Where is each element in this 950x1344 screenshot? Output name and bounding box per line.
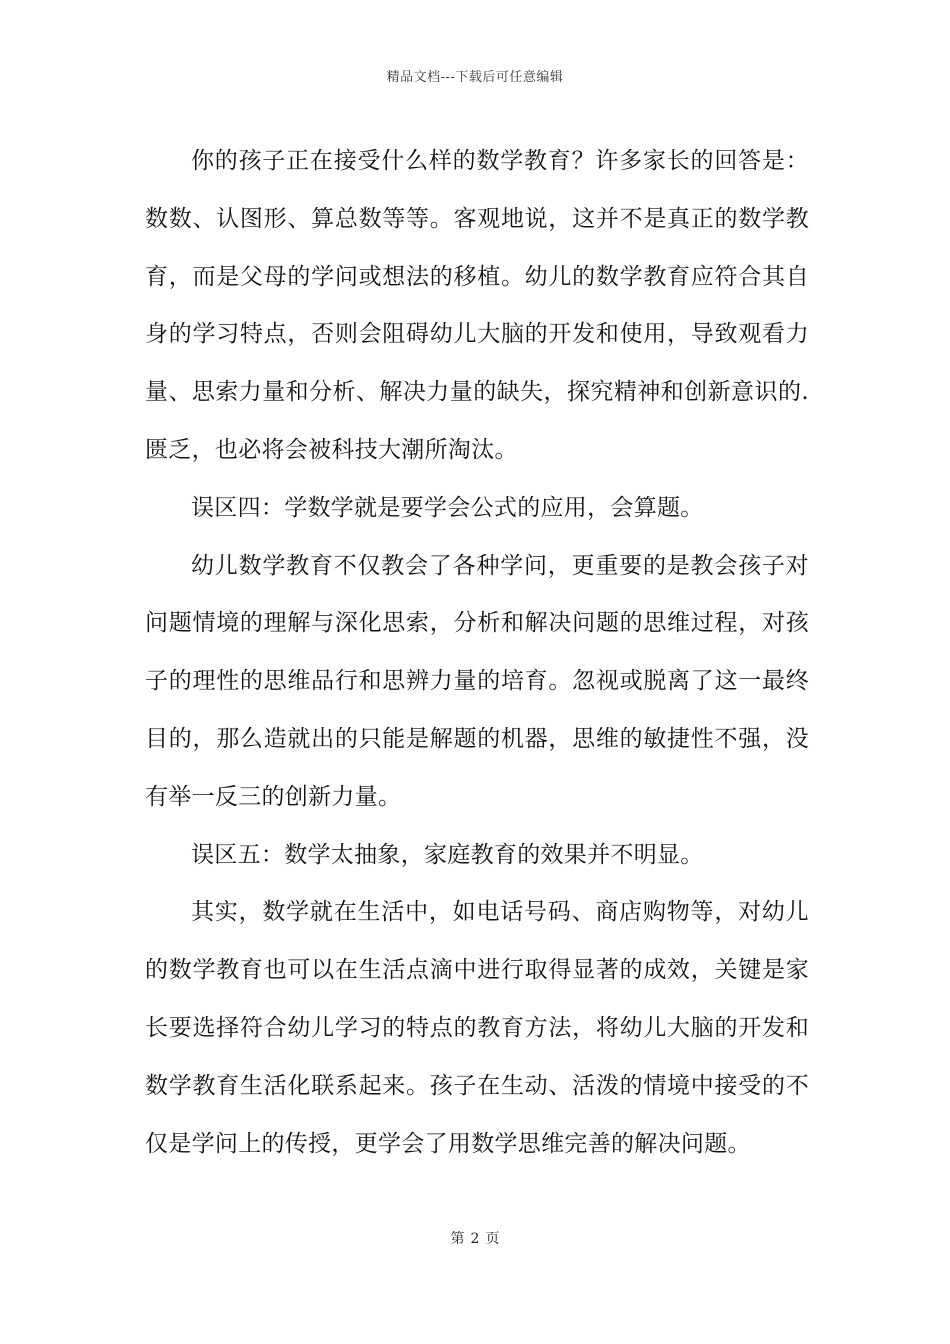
page-number-prefix: 第 — [450, 1231, 465, 1247]
section-heading-misconception-4: 误区四：学数学就是要学会公式的应用，会算题。 — [191, 494, 704, 521]
document-body — [145, 133, 809, 1173]
paragraph: 你的孩子正在接受什么样的数学教育？许多家长的回答是：数数、认图形、算总数等等。客观地说，这并不是真正的数学教育，而是父母的学问或想法的移植。幼儿的数学教育应符合其自身的学习特点，否则会阻碍幼儿大脑的开发和使用，导致观看力量、思索力量和分析、解决力量的缺失，探究精神和创新意识的.匮乏，也必将会被科技大潮所淘汰。 — [145, 148, 809, 463]
section-heading-misconception-5: 误区五：数学太抽象，家庭教育的效果并不明显。 — [191, 841, 704, 868]
page-footer — [0, 1228, 950, 1248]
paragraph: 幼儿数学教育不仅教会了各种学问，更重要的是教会孩子对问题情境的理解与深化思索，分析和解决问题的思维过程，对孩子的理性的思维品行和思辨力量的培育。忽视或脱离了这一最终目的，那么造就出的只能是解题的机器，思维的敏捷性不强，没有举一反三的创新力量。 — [145, 552, 809, 810]
page-number-suffix: 页 — [485, 1231, 500, 1247]
paragraph: 其实，数学就在生活中，如电话号码、商店购物等，对幼儿的数学教育也可以在生活点滴中进行取得显著的成效，关键是家长要选择符合幼儿学习的特点的教育方法，将幼儿大脑的开发和数学教育生活化联系起来。孩子在生动、活泼的情境中接受的不仅是学问上的传授，更学会了用数学思维完善的解决问题。 — [145, 899, 809, 1157]
page-header: 精品文档---下载后可任意编辑 — [386, 70, 564, 85]
page-number: 2 — [470, 1231, 480, 1247]
